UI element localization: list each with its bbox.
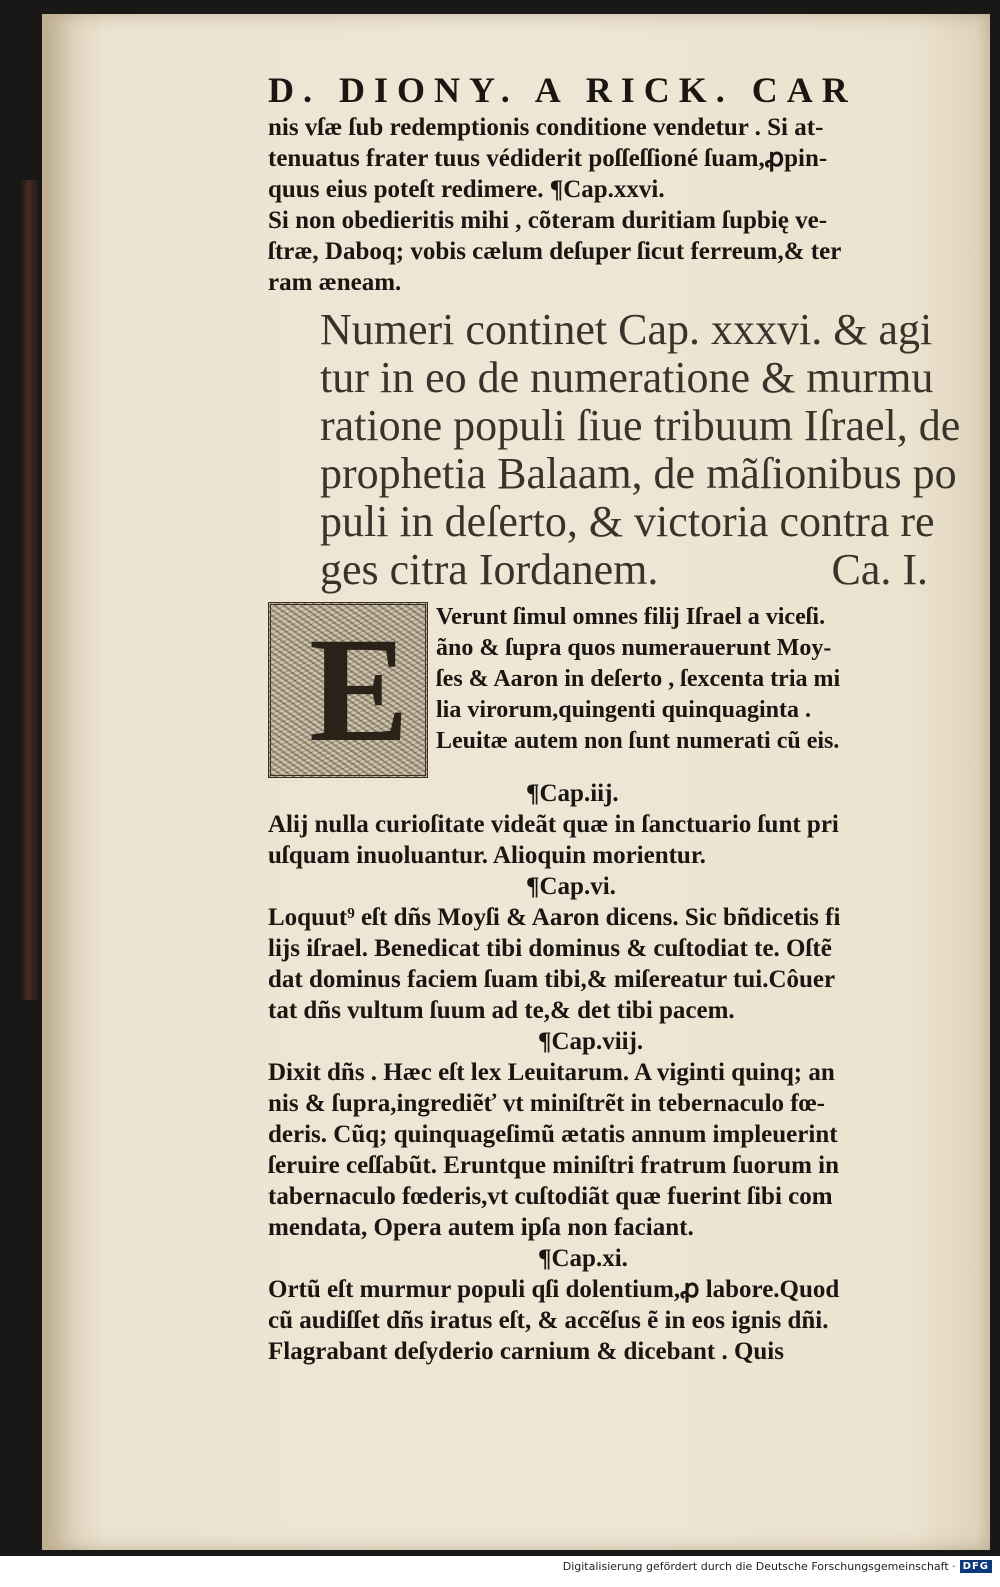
text-line: Flagrabant deſyderio carnium & dicebant . Quis (268, 1338, 784, 1365)
summary-line: ratione populi ſiue tribuum Iſrael, de (320, 401, 961, 450)
decorated-initial (268, 602, 428, 778)
summary-line-last (320, 546, 938, 594)
chapter-heading: ¶Cap.xi. (538, 1245, 628, 1272)
section-cap-viii (268, 1026, 938, 1243)
chapter-heading: ¶Cap.vi. (526, 873, 616, 900)
text-line: Loquut⁹ eſt dñs Moyſi & Aaron dicens. Sic bñdicetis fi (268, 904, 841, 931)
text-line: tabernaculo fœderis,vt cuſtodiãt quæ fuerint ſibi com (268, 1183, 833, 1210)
section-cap-vi (268, 871, 938, 1026)
digitization-footer (563, 1560, 992, 1573)
text-line: Alij nulla curioſitate videãt quæ in ſanctuario ſunt pri (268, 811, 839, 838)
text-line: tat dñs vultum ſuum ad te,& det tibi pacem. (268, 997, 735, 1024)
text-line: ram æneam. (268, 269, 402, 296)
text-line: ſeruire ceſſabũt. Eruntque miniſtri fratrum ſuorum in (268, 1152, 840, 1179)
book-summary (268, 305, 961, 594)
text-line: tenuatus frater tuus védiderit poſſeſſioné ſuam,ꝓpin- (268, 145, 828, 172)
chapter-heading: ¶Cap.viij. (538, 1028, 644, 1055)
summary-line: Numeri continet Cap. xxxvi. & agi (320, 305, 933, 354)
chapter-one-text (436, 602, 840, 778)
chapter-heading: ¶Cap.iij. (526, 780, 619, 807)
text-line: Ortũ eſt murmur populi qſi dolentium,ꝓ labore.Quod (268, 1276, 840, 1303)
section-cap-xi (268, 1243, 938, 1367)
dfg-logo: DFG (960, 1560, 992, 1573)
chapter-one (268, 602, 938, 778)
text-line: lia virorum,quingenti quinquaginta . (436, 697, 811, 723)
chapter-label: Ca. I. (831, 545, 928, 594)
text-line: lijs iſrael. Benedicat tibi dominus & cuſtodiat te. Oſtẽ (268, 935, 832, 962)
text-line: ſes & Aaron in deſerto , ſexcenta tria mi (436, 666, 841, 692)
text-line: Dixit dñs . Hæc eſt lex Leuitarum. A viginti quinq; an (268, 1059, 835, 1086)
text-line: deris. Cũq; quinquageſimũ ætatis annum impleuerint (268, 1121, 838, 1148)
text-line: nis vſæ ſub redemptionis conditione vendetur . Si at- (268, 114, 824, 141)
summary-line: tur in eo de numeratione & murmu (320, 353, 934, 402)
text-line: ſtræ, Daboq; vobis cælum deſuper ſicut ferreum,& ter (268, 238, 842, 265)
text-line: Verunt ſimul omnes filij Iſrael a viceſi. (436, 604, 826, 630)
text-line: ãno & ſupra quos numerauerunt Moy- (436, 635, 832, 661)
text-line: quus eius poteſt redimere. ¶Cap.xxvi. (268, 176, 665, 203)
text-line: uſquam inuoluantur. Alioquin morientur. (268, 842, 706, 869)
text-line: Leuitæ autem non ſunt numerati cũ eis. (436, 728, 840, 754)
intro-block (268, 112, 938, 298)
text-line: dat dominus faciem ſuam tibi,& miſereatur tui.Côuer (268, 966, 836, 993)
summary-last-text: ges citra Iordanem. (320, 545, 659, 594)
text-line: Si non obedieritis mihi , cõteram duritiam ſupbię ve- (268, 207, 828, 234)
initial-letter: E (309, 607, 410, 773)
summary-line: puli in deſerto, & victoria contra re (320, 497, 935, 546)
text-line: nis & ſupra,ingrediẽť vt miniſtrẽt in tebernaculo fœ- (268, 1090, 825, 1117)
running-head: D. DIONY. A RICK. CAR (268, 70, 857, 110)
text-line: cũ audiſſet dñs iratus eſt, & accẽſus ẽ in eos ignis dñi. (268, 1307, 829, 1334)
page-edge (22, 180, 38, 1000)
section-cap-iii (268, 778, 938, 871)
page-text (268, 70, 961, 1367)
text-line: mendata, Opera autem ipſa non faciant. (268, 1214, 694, 1241)
footer-text: Digitalisierung gefördert durch die Deutsche Forschungsgemeinschaft · (562, 1560, 956, 1573)
summary-line: prophetia Balaam, de mãſionibus po (320, 449, 957, 498)
